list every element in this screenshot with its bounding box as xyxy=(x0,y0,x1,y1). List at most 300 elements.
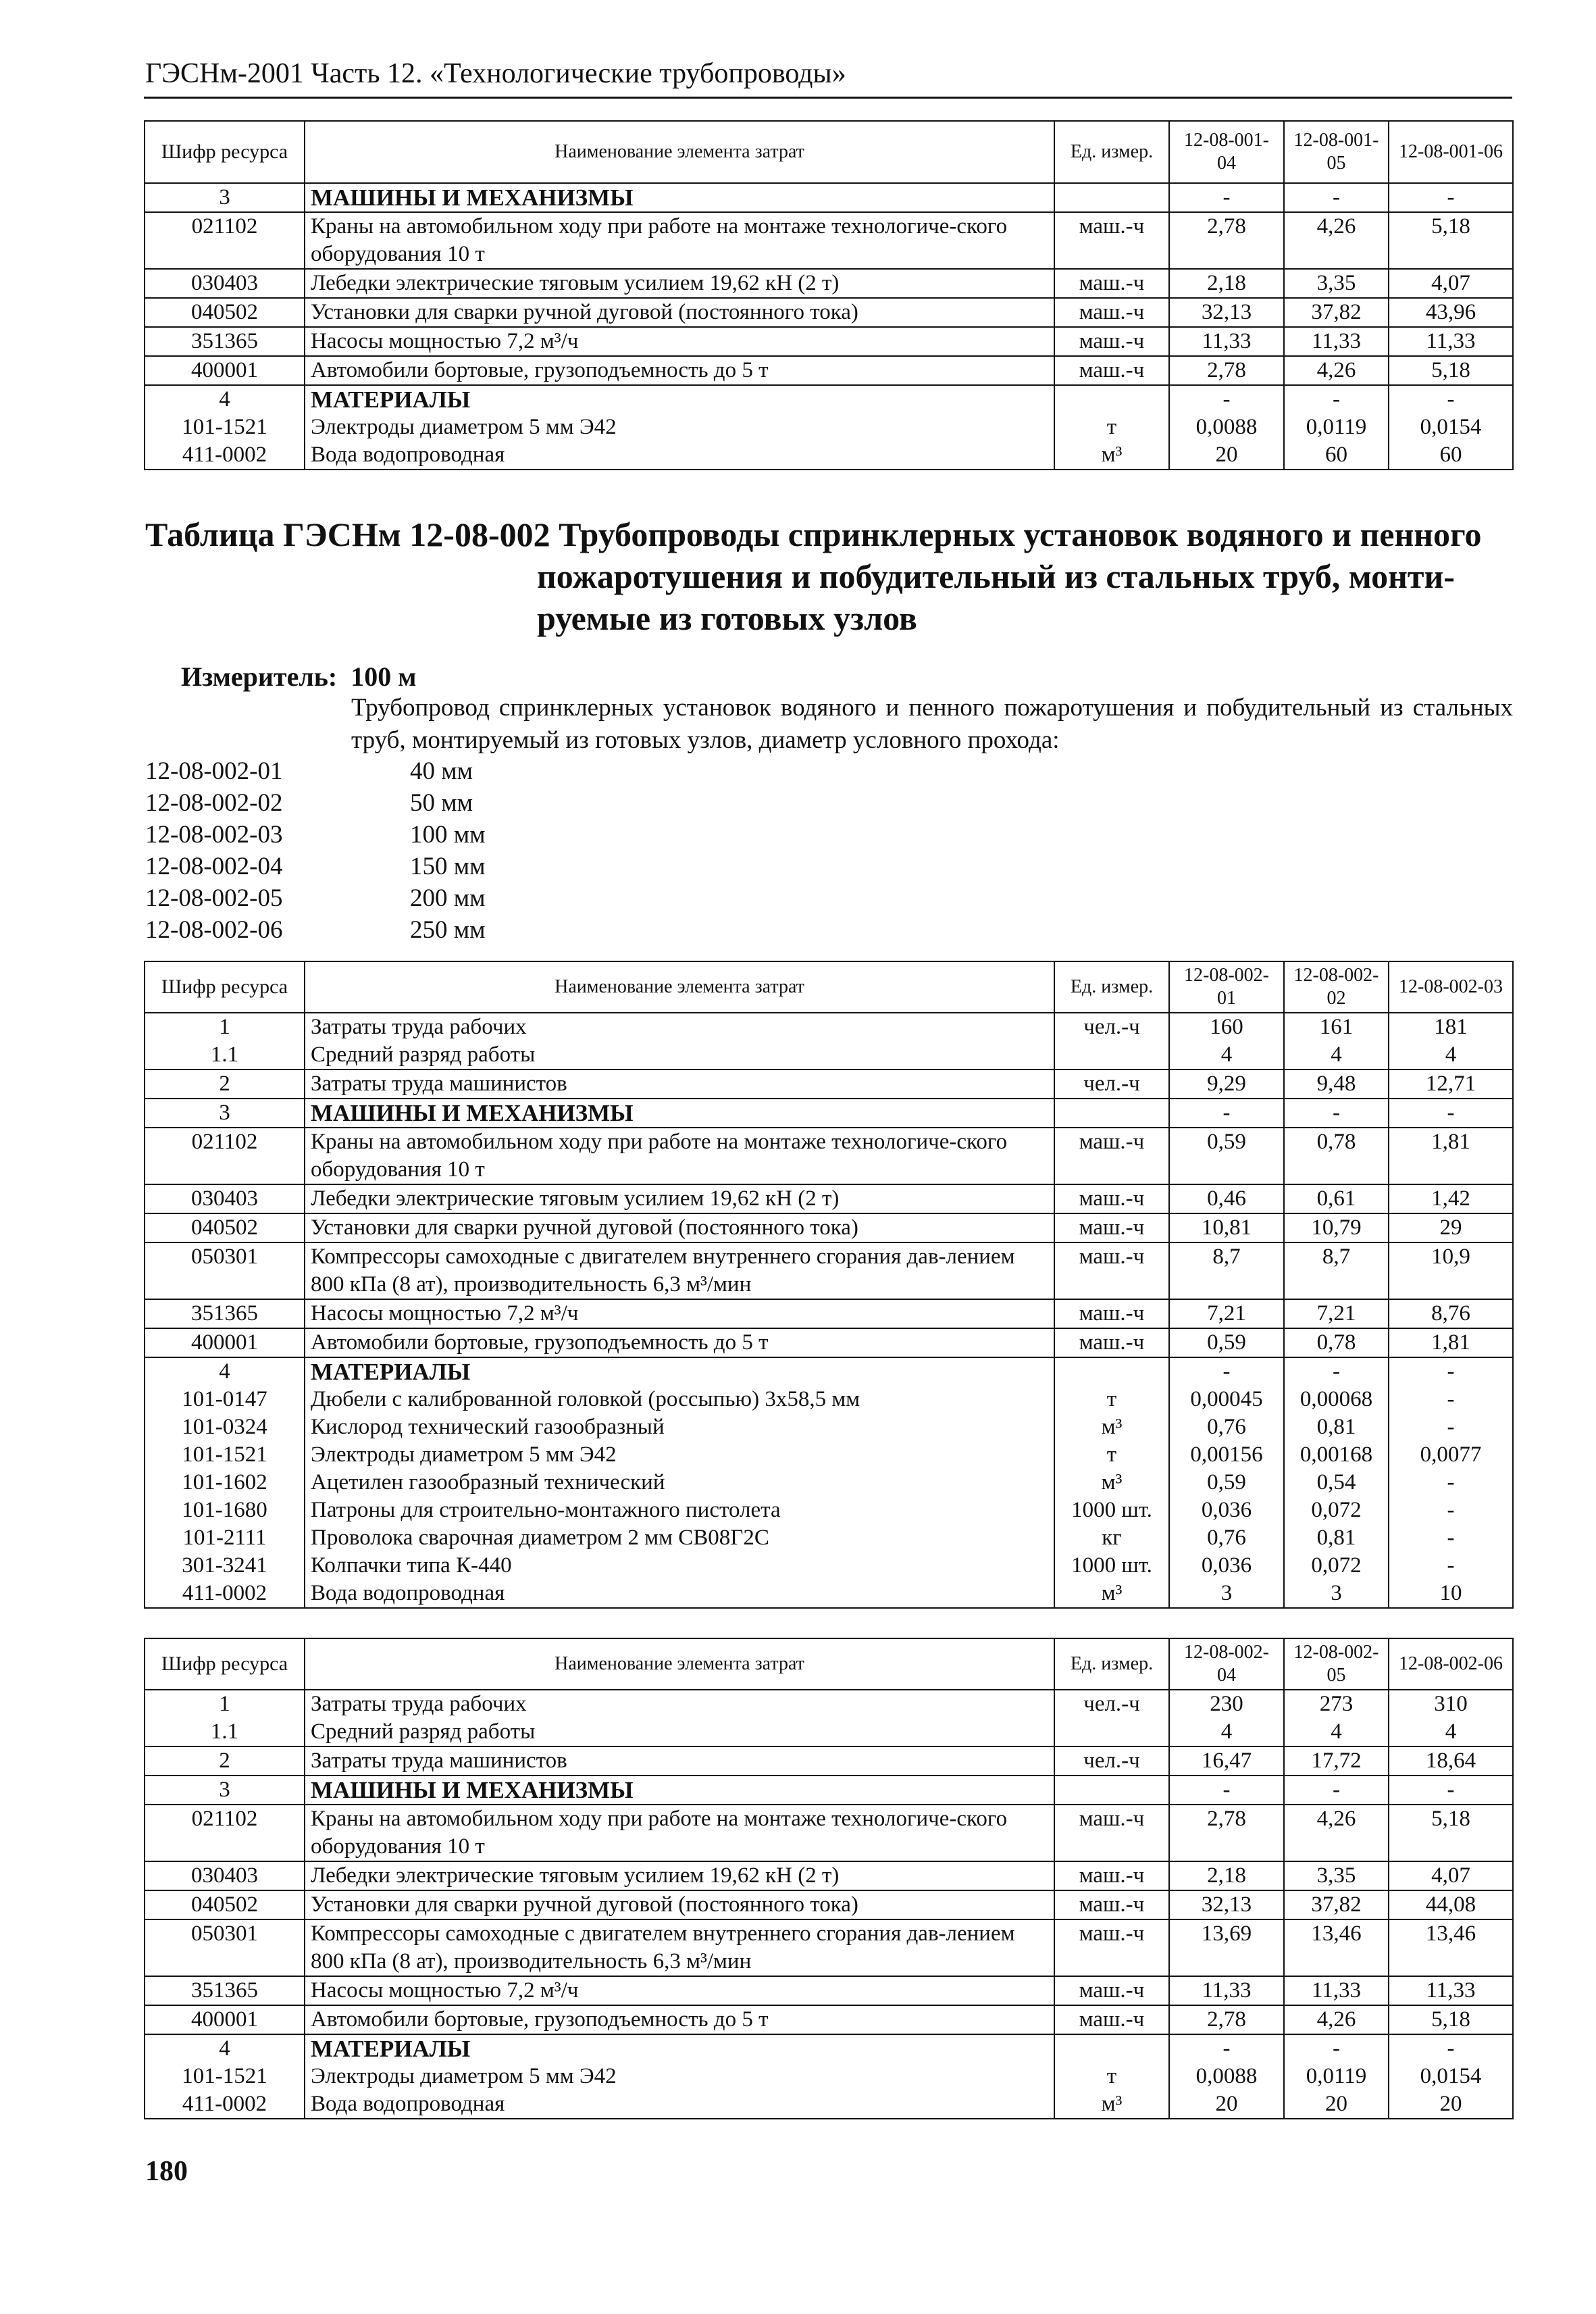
row-value: 4 xyxy=(1284,1041,1389,1070)
row-value: 32,13 xyxy=(1169,1890,1284,1919)
row-value: 13,69 xyxy=(1169,1919,1284,1976)
row-code: 4 xyxy=(145,1357,305,1386)
variant-value: 40 мм xyxy=(410,757,473,785)
table-title-line1: Таблица ГЭСНм 12-08-002 Трубопроводы спринклерных установок водяного и пенного xyxy=(145,515,1482,553)
row-value: 0,072 xyxy=(1284,1552,1389,1580)
row-value: 11,33 xyxy=(1169,327,1284,356)
variant-item xyxy=(145,787,486,819)
row-unit xyxy=(1054,1041,1169,1070)
row-name: Компрессоры самоходные с двигателем внутреннего сгорания дав-лением 800 кПа (8 ат), производительность 6,3 м³/мин xyxy=(305,1919,1054,1976)
row-value: - xyxy=(1169,1099,1284,1128)
variant-item xyxy=(145,755,486,787)
header-code: Шифр ресурса xyxy=(145,1638,305,1690)
table-row xyxy=(145,1690,1513,1718)
row-code: 030403 xyxy=(145,269,305,298)
row-value: 273 xyxy=(1284,1690,1389,1718)
row-value: - xyxy=(1389,1776,1513,1805)
row-code: 021102 xyxy=(145,212,305,269)
row-value: 0,036 xyxy=(1169,1552,1284,1580)
row-name: Ацетилен газообразный технический xyxy=(305,1469,1054,1496)
row-code: 021102 xyxy=(145,1805,305,1861)
row-code: 411-0002 xyxy=(145,441,305,470)
row-name: Затраты труда машинистов xyxy=(305,1070,1054,1099)
row-value: 11,33 xyxy=(1389,1976,1513,2005)
row-code: 101-0324 xyxy=(145,1413,305,1441)
row-name: Установки для сварки ручной дуговой (постоянного тока) xyxy=(305,1213,1054,1242)
table-body xyxy=(145,1013,1513,1608)
row-code: 1.1 xyxy=(145,1718,305,1746)
row-value: 9,29 xyxy=(1169,1070,1284,1099)
row-value: 13,46 xyxy=(1389,1919,1513,1976)
row-code: 351365 xyxy=(145,327,305,356)
row-unit: маш.-ч xyxy=(1054,1242,1169,1299)
row-code: 101-1602 xyxy=(145,1469,305,1496)
row-code: 050301 xyxy=(145,1242,305,1299)
row-value: 4 xyxy=(1169,1718,1284,1746)
row-unit xyxy=(1054,183,1169,212)
row-value: 4,26 xyxy=(1284,1805,1389,1861)
row-value: 10,9 xyxy=(1389,1242,1513,1299)
table-row xyxy=(145,1041,1513,1070)
table-row xyxy=(145,1776,1513,1805)
row-value: 7,21 xyxy=(1284,1299,1389,1328)
table-row xyxy=(145,385,1513,413)
row-value: 0,036 xyxy=(1169,1496,1284,1524)
row-value: 0,0119 xyxy=(1284,413,1389,441)
row-name: Лебедки электрические тяговым усилием 19,62 кН (2 т) xyxy=(305,1861,1054,1890)
row-value: 160 xyxy=(1169,1013,1284,1041)
row-value: 0,59 xyxy=(1169,1128,1284,1184)
row-code: 101-1521 xyxy=(145,2063,305,2090)
row-unit xyxy=(1054,1357,1169,1386)
variant-value: 150 мм xyxy=(410,853,486,880)
row-name: МАШИНЫ И МЕХАНИЗМЫ xyxy=(305,183,1054,212)
table-row xyxy=(145,2005,1513,2034)
row-unit: т xyxy=(1054,1441,1169,1469)
table-title-line3: руемые из готовых узлов xyxy=(537,599,917,637)
row-code: 400001 xyxy=(145,2005,305,2034)
table-row xyxy=(145,1890,1513,1919)
row-value: 2,78 xyxy=(1169,356,1284,385)
row-name: Установки для сварки ручной дуговой (постоянного тока) xyxy=(305,1890,1054,1919)
row-name: Лебедки электрические тяговым усилием 19,62 кН (2 т) xyxy=(305,269,1054,298)
header-name: Наименование элемента затрат xyxy=(305,961,1054,1013)
row-value: 0,81 xyxy=(1284,1413,1389,1441)
header-unit: Ед. измер. xyxy=(1054,1638,1169,1690)
row-unit: чел.-ч xyxy=(1054,1013,1169,1041)
row-unit: маш.-ч xyxy=(1054,1919,1169,1976)
table-row xyxy=(145,1070,1513,1099)
header-name: Наименование элемента затрат xyxy=(305,1638,1054,1690)
header-code: Шифр ресурса xyxy=(145,961,305,1013)
row-code: 3 xyxy=(145,1776,305,1805)
row-value: 2,18 xyxy=(1169,269,1284,298)
row-value: 9,48 xyxy=(1284,1070,1389,1099)
row-unit xyxy=(1054,1718,1169,1746)
row-code: 4 xyxy=(145,385,305,413)
row-value: 3,35 xyxy=(1284,1861,1389,1890)
table-row xyxy=(145,1718,1513,1746)
row-code: 101-0147 xyxy=(145,1386,305,1413)
row-value: 4 xyxy=(1389,1041,1513,1070)
row-value: 1,81 xyxy=(1389,1328,1513,1357)
table-row xyxy=(145,1013,1513,1041)
row-unit: маш.-ч xyxy=(1054,212,1169,269)
row-name: Средний разряд работы xyxy=(305,1718,1054,1746)
row-name: Установки для сварки ручной дуговой (постоянного тока) xyxy=(305,298,1054,327)
row-value: 0,46 xyxy=(1169,1184,1284,1213)
table-row xyxy=(145,1413,1513,1441)
table-row xyxy=(145,2090,1513,2119)
row-value: - xyxy=(1389,1552,1513,1580)
row-value: 0,00156 xyxy=(1169,1441,1284,1469)
running-head: ГЭСНм-2001 Часть 12. «Технологические трубопроводы» xyxy=(145,58,846,89)
row-value: 5,18 xyxy=(1389,1805,1513,1861)
row-value: 11,33 xyxy=(1284,1976,1389,2005)
variant-value: 50 мм xyxy=(410,789,473,817)
row-value: 0,0119 xyxy=(1284,2063,1389,2090)
row-code: 101-2111 xyxy=(145,1524,305,1552)
row-unit: чел.-ч xyxy=(1054,1746,1169,1776)
row-value: - xyxy=(1389,1496,1513,1524)
unit-label: Измеритель: xyxy=(181,661,338,692)
table-row xyxy=(145,298,1513,327)
row-name: Насосы мощностью 7,2 м³/ч xyxy=(305,1299,1054,1328)
row-value: - xyxy=(1284,2034,1389,2063)
variant-item xyxy=(145,914,486,946)
table-row xyxy=(145,1184,1513,1213)
row-unit xyxy=(1054,385,1169,413)
variant-code: 12-08-002-05 xyxy=(145,884,283,912)
row-value: 2,78 xyxy=(1169,2005,1284,2034)
row-value: - xyxy=(1284,1099,1389,1128)
row-code: 030403 xyxy=(145,1184,305,1213)
table-row xyxy=(145,1128,1513,1184)
row-value: 18,64 xyxy=(1389,1746,1513,1776)
row-unit: маш.-ч xyxy=(1054,1299,1169,1328)
table-row xyxy=(145,1861,1513,1890)
row-value: 29 xyxy=(1389,1213,1513,1242)
row-value: 0,54 xyxy=(1284,1469,1389,1496)
row-code: 101-1521 xyxy=(145,1441,305,1469)
row-unit: маш.-ч xyxy=(1054,1976,1169,2005)
table-body xyxy=(145,183,1513,470)
row-value: 0,59 xyxy=(1169,1328,1284,1357)
row-value: 181 xyxy=(1389,1013,1513,1041)
row-value: 0,76 xyxy=(1169,1413,1284,1441)
row-unit: м³ xyxy=(1054,1469,1169,1496)
row-code: 2 xyxy=(145,1070,305,1099)
row-value: - xyxy=(1389,1413,1513,1441)
row-value: 20 xyxy=(1389,2090,1513,2119)
variant-value: 250 мм xyxy=(410,916,486,944)
row-code: 411-0002 xyxy=(145,1580,305,1608)
row-unit xyxy=(1054,1776,1169,1805)
header-col-2: 12-08-002-02 xyxy=(1284,961,1389,1013)
row-name: Краны на автомобильном ходу при работе на монтаже технологиче-ского оборудования 10 т xyxy=(305,212,1054,269)
row-value: - xyxy=(1169,1357,1284,1386)
row-unit: маш.-ч xyxy=(1054,1184,1169,1213)
row-value: 0,00168 xyxy=(1284,1441,1389,1469)
row-name: МАТЕРИАЛЫ xyxy=(305,385,1054,413)
row-value: - xyxy=(1389,1357,1513,1386)
row-value: 0,0077 xyxy=(1389,1441,1513,1469)
row-value: 4,07 xyxy=(1389,269,1513,298)
row-name: Насосы мощностью 7,2 м³/ч xyxy=(305,327,1054,356)
row-value: 11,33 xyxy=(1169,1976,1284,2005)
table-row xyxy=(145,212,1513,269)
header-col-1: 12-08-002-01 xyxy=(1169,961,1284,1013)
row-name: Вода водопроводная xyxy=(305,1580,1054,1608)
table-body xyxy=(145,1690,1513,2119)
variant-code: 12-08-002-01 xyxy=(145,757,283,785)
row-name: Автомобили бортовые, грузоподъемность до 5 т xyxy=(305,1328,1054,1357)
row-value: 0,00045 xyxy=(1169,1386,1284,1413)
table-row xyxy=(145,1469,1513,1496)
row-unit xyxy=(1054,1099,1169,1128)
row-value: 4,26 xyxy=(1284,356,1389,385)
table-row xyxy=(145,1580,1513,1608)
header-code: Шифр ресурса xyxy=(145,121,305,183)
row-unit: т xyxy=(1054,413,1169,441)
row-unit: м³ xyxy=(1054,441,1169,470)
row-value: 10,79 xyxy=(1284,1213,1389,1242)
row-name: Патроны для строительно-монтажного пистолета xyxy=(305,1496,1054,1524)
row-value: - xyxy=(1169,2034,1284,2063)
row-value: 37,82 xyxy=(1284,1890,1389,1919)
table-row xyxy=(145,2063,1513,2090)
table-row xyxy=(145,1919,1513,1976)
row-name: Затраты труда рабочих xyxy=(305,1690,1054,1718)
row-value: 0,0088 xyxy=(1169,413,1284,441)
header-col-1: 12-08-002-04 xyxy=(1169,1638,1284,1690)
row-value: 4,26 xyxy=(1284,2005,1389,2034)
row-name: Насосы мощностью 7,2 м³/ч xyxy=(305,1976,1054,2005)
row-name: Электроды диаметром 5 мм Э42 xyxy=(305,413,1054,441)
row-code: 400001 xyxy=(145,1328,305,1357)
row-value: 5,18 xyxy=(1389,212,1513,269)
row-value: 20 xyxy=(1284,2090,1389,2119)
table-row xyxy=(145,1441,1513,1469)
row-value: 4 xyxy=(1389,1718,1513,1746)
variant-code: 12-08-002-06 xyxy=(145,916,283,944)
row-code: 2 xyxy=(145,1746,305,1776)
resource-table-001 xyxy=(144,120,1514,470)
row-value: 0,76 xyxy=(1169,1524,1284,1552)
table-row xyxy=(145,1242,1513,1299)
row-value: 0,072 xyxy=(1284,1496,1389,1524)
table-row xyxy=(145,1746,1513,1776)
row-name: Лебедки электрические тяговым усилием 19,62 кН (2 т) xyxy=(305,1184,1054,1213)
page-number: 180 xyxy=(145,2156,188,2187)
row-value: 10,81 xyxy=(1169,1213,1284,1242)
row-code: 030403 xyxy=(145,1861,305,1890)
row-value: 2,78 xyxy=(1169,212,1284,269)
row-name: Электроды диаметром 5 мм Э42 xyxy=(305,1441,1054,1469)
header-col-2: 12-08-001-05 xyxy=(1284,121,1389,183)
header-unit: Ед. измер. xyxy=(1054,121,1169,183)
row-unit: маш.-ч xyxy=(1054,269,1169,298)
row-unit: чел.-ч xyxy=(1054,1070,1169,1099)
row-value: 32,13 xyxy=(1169,298,1284,327)
row-name: Компрессоры самоходные с двигателем внутреннего сгорания дав-лением 800 кПа (8 ат), производительность 6,3 м³/мин xyxy=(305,1242,1054,1299)
row-value: 0,78 xyxy=(1284,1128,1389,1184)
row-value: 11,33 xyxy=(1389,327,1513,356)
row-code: 101-1680 xyxy=(145,1496,305,1524)
row-code: 1 xyxy=(145,1690,305,1718)
row-name: Кислород технический газообразный xyxy=(305,1413,1054,1441)
row-value: 2,18 xyxy=(1169,1861,1284,1890)
row-value: - xyxy=(1389,1099,1513,1128)
row-value: - xyxy=(1169,1776,1284,1805)
row-name: Вода водопроводная xyxy=(305,441,1054,470)
row-name: Вода водопроводная xyxy=(305,2090,1054,2119)
variant-code: 12-08-002-03 xyxy=(145,821,283,849)
row-value: - xyxy=(1169,385,1284,413)
row-value: 13,46 xyxy=(1284,1919,1389,1976)
row-unit: маш.-ч xyxy=(1054,1861,1169,1890)
table-row xyxy=(145,1099,1513,1128)
row-unit: чел.-ч xyxy=(1054,1690,1169,1718)
row-value: 17,72 xyxy=(1284,1746,1389,1776)
variant-code: 12-08-002-02 xyxy=(145,789,283,817)
row-value: 5,18 xyxy=(1389,356,1513,385)
row-value: 8,7 xyxy=(1284,1242,1389,1299)
row-code: 4 xyxy=(145,2034,305,2063)
header-name: Наименование элемента затрат xyxy=(305,121,1054,183)
header-col-3: 12-08-002-03 xyxy=(1389,961,1513,1013)
row-code: 040502 xyxy=(145,298,305,327)
row-value: 12,71 xyxy=(1389,1070,1513,1099)
row-value: 230 xyxy=(1169,1690,1284,1718)
row-code: 1.1 xyxy=(145,1041,305,1070)
row-name: МАШИНЫ И МЕХАНИЗМЫ xyxy=(305,1099,1054,1128)
row-value: 60 xyxy=(1284,441,1389,470)
row-name: Средний разряд работы xyxy=(305,1041,1054,1070)
row-value: 0,61 xyxy=(1284,1184,1389,1213)
variant-item xyxy=(145,851,486,882)
row-unit: маш.-ч xyxy=(1054,1890,1169,1919)
row-value: 5,18 xyxy=(1389,2005,1513,2034)
row-code: 411-0002 xyxy=(145,2090,305,2119)
header-col-3: 12-08-002-06 xyxy=(1389,1638,1513,1690)
row-name: Краны на автомобильном ходу при работе на монтаже технологиче-ского оборудования 10 т xyxy=(305,1805,1054,1861)
row-value: 3 xyxy=(1169,1580,1284,1608)
row-unit: м³ xyxy=(1054,1413,1169,1441)
row-value: 0,59 xyxy=(1169,1469,1284,1496)
table-row xyxy=(145,356,1513,385)
row-name: Электроды диаметром 5 мм Э42 xyxy=(305,2063,1054,2090)
row-name: Автомобили бортовые, грузоподъемность до 5 т xyxy=(305,2005,1054,2034)
row-unit: т xyxy=(1054,2063,1169,2090)
row-code: 1 xyxy=(145,1013,305,1041)
table-title-line2: пожаротушения и побудительный из стальных труб, монти- xyxy=(537,557,1455,595)
table-row xyxy=(145,1805,1513,1861)
row-unit: т xyxy=(1054,1386,1169,1413)
row-value: 310 xyxy=(1389,1690,1513,1718)
row-unit: кг xyxy=(1054,1524,1169,1552)
row-name: Затраты труда рабочих xyxy=(305,1013,1054,1041)
row-unit: маш.-ч xyxy=(1054,298,1169,327)
table-title xyxy=(145,513,1516,639)
row-value: 0,0088 xyxy=(1169,2063,1284,2090)
variant-item xyxy=(145,882,486,914)
row-code: 301-3241 xyxy=(145,1552,305,1580)
row-value: 7,21 xyxy=(1169,1299,1284,1328)
table-row xyxy=(145,1976,1513,2005)
row-unit xyxy=(1054,2034,1169,2063)
row-unit: маш.-ч xyxy=(1054,356,1169,385)
row-name: МАШИНЫ И МЕХАНИЗМЫ xyxy=(305,1776,1054,1805)
row-value: - xyxy=(1389,183,1513,212)
resource-table-002-a xyxy=(144,961,1514,1609)
row-value: 10 xyxy=(1389,1580,1513,1608)
row-value: 4,07 xyxy=(1389,1861,1513,1890)
row-value: 8,76 xyxy=(1389,1299,1513,1328)
row-unit: маш.-ч xyxy=(1054,1805,1169,1861)
row-unit: маш.-ч xyxy=(1054,1128,1169,1184)
variant-value: 100 мм xyxy=(410,821,486,849)
row-value: 8,7 xyxy=(1169,1242,1284,1299)
row-value: - xyxy=(1389,385,1513,413)
row-value: 4,26 xyxy=(1284,212,1389,269)
row-code: 050301 xyxy=(145,1919,305,1976)
row-name: МАТЕРИАЛЫ xyxy=(305,2034,1054,2063)
header-unit: Ед. измер. xyxy=(1054,961,1169,1013)
table-row xyxy=(145,1357,1513,1386)
table-row xyxy=(145,1328,1513,1357)
row-value: 3,35 xyxy=(1284,269,1389,298)
row-code: 400001 xyxy=(145,356,305,385)
row-value: 16,47 xyxy=(1169,1746,1284,1776)
row-value: 60 xyxy=(1389,441,1513,470)
row-value: 4 xyxy=(1284,1718,1389,1746)
row-value: 3 xyxy=(1284,1580,1389,1608)
row-unit: маш.-ч xyxy=(1054,327,1169,356)
table-row xyxy=(145,327,1513,356)
variant-list xyxy=(145,755,486,946)
table-row xyxy=(145,183,1513,212)
row-code: 040502 xyxy=(145,1213,305,1242)
row-value: 1,42 xyxy=(1389,1184,1513,1213)
row-code: 351365 xyxy=(145,1299,305,1328)
row-value: - xyxy=(1284,385,1389,413)
row-name: Проволока сварочная диаметром 2 мм СВ08Г2С xyxy=(305,1524,1054,1552)
row-value: 0,78 xyxy=(1284,1328,1389,1357)
row-code: 101-1521 xyxy=(145,413,305,441)
row-value: 43,96 xyxy=(1389,298,1513,327)
row-code: 3 xyxy=(145,1099,305,1128)
row-value: 20 xyxy=(1169,441,1284,470)
row-value: 37,82 xyxy=(1284,298,1389,327)
work-description: Трубопровод спринклерных установок водяного и пенного пожаротушения и побудительный из стальных труб, монтируемый из готовых узлов, диаметр условного прохода: xyxy=(351,694,1513,754)
row-value: - xyxy=(1389,1524,1513,1552)
row-name: Дюбели с калиброванной головкой (россыпью) 3х58,5 мм xyxy=(305,1386,1054,1413)
row-value: 2,78 xyxy=(1169,1805,1284,1861)
row-name: Колпачки типа К-440 xyxy=(305,1552,1054,1580)
row-unit: м³ xyxy=(1054,2090,1169,2119)
table-row xyxy=(145,1524,1513,1552)
variant-item xyxy=(145,819,486,851)
row-value: 0,0154 xyxy=(1389,2063,1513,2090)
table-row xyxy=(145,1386,1513,1413)
row-value: 20 xyxy=(1169,2090,1284,2119)
row-value: 0,0154 xyxy=(1389,413,1513,441)
row-value: 0,81 xyxy=(1284,1524,1389,1552)
table-row xyxy=(145,1299,1513,1328)
row-unit: 1000 шт. xyxy=(1054,1496,1169,1524)
row-code: 040502 xyxy=(145,1890,305,1919)
